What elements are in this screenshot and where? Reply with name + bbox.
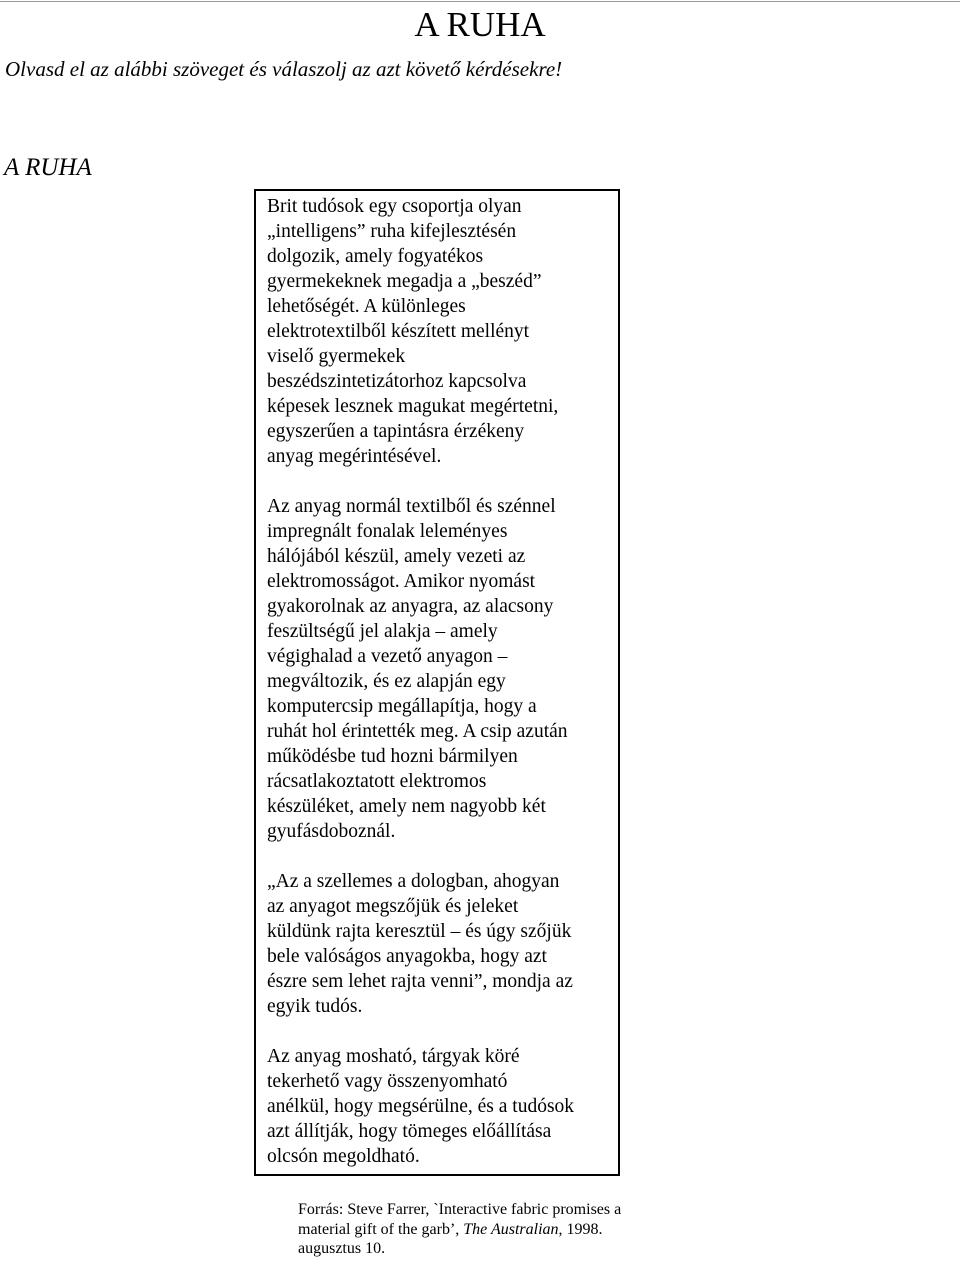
paragraph-line: azt állítják, hogy tömeges előállítása bbox=[267, 1121, 552, 1142]
article-paragraph-3 bbox=[267, 869, 610, 1019]
paragraph-line: egyik tudós. bbox=[267, 996, 363, 1017]
paragraph-line: Az anyag mosható, tárgyak köré bbox=[267, 1046, 520, 1067]
paragraph-line: gyufásdoboznál. bbox=[267, 821, 396, 842]
paragraph-line: az anyagot megszőjük és jeleket bbox=[267, 896, 519, 917]
source-citation bbox=[298, 1200, 621, 1259]
top-rule bbox=[0, 1, 960, 2]
article-paragraph-4 bbox=[267, 1044, 610, 1169]
paragraph-line: impregnált fonalak leleményes bbox=[267, 521, 508, 542]
article-paragraph-1 bbox=[267, 194, 610, 469]
article-box bbox=[254, 189, 620, 1176]
paragraph-line: rácsatlakoztatott elektromos bbox=[267, 771, 487, 792]
source-line bbox=[298, 1220, 621, 1240]
instruction-text: Olvasd el az alábbi szöveget és válaszolj az azt követő kérdésekre! bbox=[5, 57, 563, 81]
paragraph-line: bele valóságos anyagokba, hogy azt bbox=[267, 946, 547, 967]
paragraph-line: készüléket, amely nem nagyobb két bbox=[267, 796, 546, 817]
paragraph-line: megváltozik, és ez alapján egy bbox=[267, 671, 506, 692]
paragraph-line: gyermekeknek megadja a „beszéd” bbox=[267, 271, 542, 292]
section-heading: A RUHA bbox=[4, 154, 92, 181]
paragraph-line: küldünk rajta keresztül – és úgy szőjük bbox=[267, 921, 572, 942]
paragraph-line: gyakorolnak az anyagra, az alacsony bbox=[267, 596, 554, 617]
paragraph-line: lehetőségét. A különleges bbox=[267, 296, 466, 317]
paragraph-line: elektrotextilből készített mellényt bbox=[267, 321, 530, 342]
paragraph-line: elektromosságot. Amikor nyomást bbox=[267, 571, 536, 592]
paragraph-line: dolgozik, amely fogyatékos bbox=[267, 246, 484, 267]
paragraph-line: viselő gyermekek bbox=[267, 346, 406, 367]
paragraph-line: komputercsip megállapítja, hogy a bbox=[267, 696, 537, 717]
article-paragraph-2 bbox=[267, 494, 610, 844]
paragraph-line: anyag megérintésével. bbox=[267, 446, 442, 467]
paragraph-line: Brit tudósok egy csoportja olyan bbox=[267, 196, 522, 217]
paragraph-line: olcsón megoldható. bbox=[267, 1146, 420, 1167]
source-text: material gift of the garb’, bbox=[298, 1220, 464, 1238]
paragraph-line: észre sem lehet rajta venni”, mondja az bbox=[267, 971, 573, 992]
paragraph-line: tekerhető vagy összenyomható bbox=[267, 1071, 508, 1092]
source-line: augusztus 10. bbox=[298, 1240, 386, 1257]
paragraph-line: hálójából készül, amely vezeti az bbox=[267, 546, 526, 567]
source-publication: The Australian bbox=[463, 1220, 559, 1238]
paragraph-line: végighalad a vezető anyagon – bbox=[267, 646, 508, 667]
paragraph-line: Az anyag normál textilből és szénnel bbox=[267, 496, 556, 517]
paragraph-line: képesek lesznek magukat megértetni, bbox=[267, 396, 559, 417]
page-title: A RUHA bbox=[414, 5, 546, 44]
paragraph-line: „intelligens” ruha kifejlesztésén bbox=[267, 221, 517, 242]
paragraph-line: ruhát hol érintették meg. A csip azután bbox=[267, 721, 568, 742]
source-text: , 1998. bbox=[558, 1220, 603, 1238]
paragraph-line: működésbe tud hozni bármilyen bbox=[267, 746, 518, 767]
paragraph-line: beszédszintetizátorhoz kapcsolva bbox=[267, 371, 527, 392]
source-line: Forrás: Steve Farrer, `Interactive fabric promises a bbox=[298, 1201, 622, 1218]
paragraph-line: egyszerűen a tapintásra érzékeny bbox=[267, 421, 525, 442]
paragraph-line: „Az a szellemes a dologban, ahogyan bbox=[267, 871, 560, 892]
paragraph-line: anélkül, hogy megsérülne, és a tudósok bbox=[267, 1096, 575, 1117]
paragraph-line: feszültségű jel alakja – amely bbox=[267, 621, 498, 642]
